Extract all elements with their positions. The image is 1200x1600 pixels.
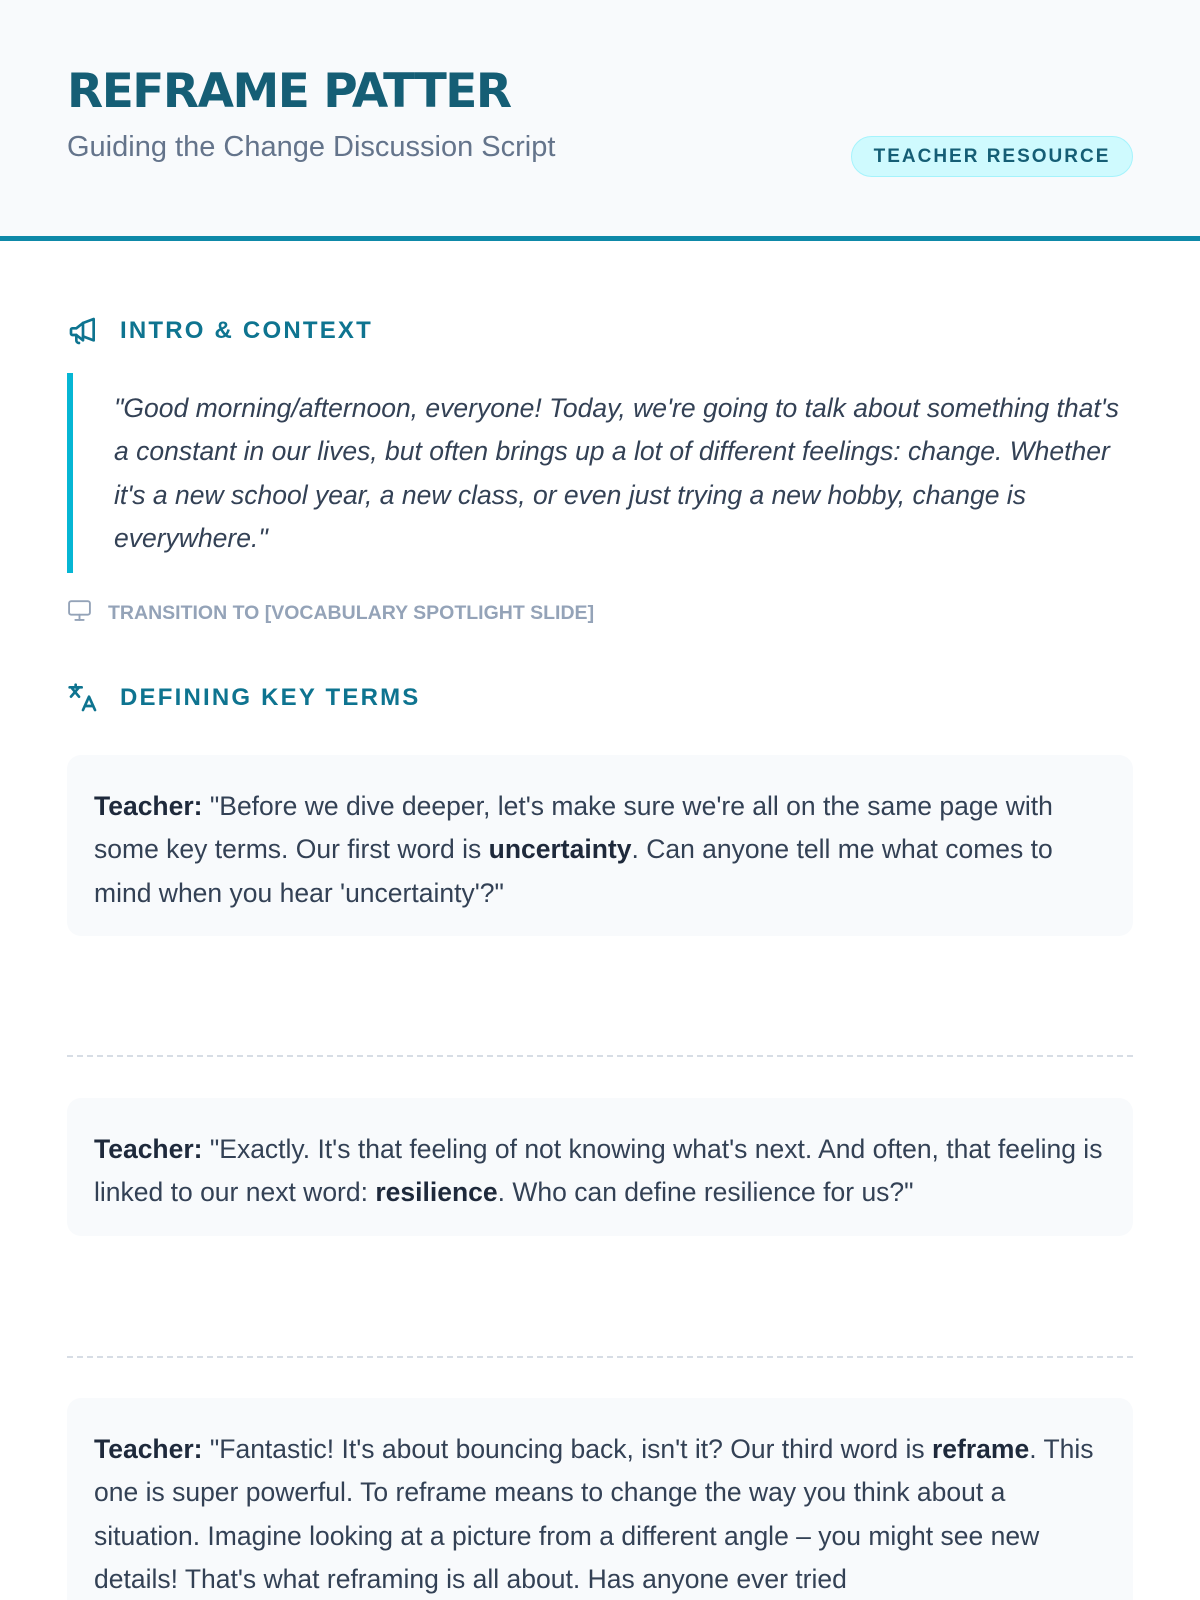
teacher-resource-badge: TEACHER RESOURCE (851, 136, 1133, 177)
section-divider (67, 1055, 1133, 1057)
translate-icon (67, 681, 101, 715)
section-divider (67, 1356, 1133, 1358)
page-subtitle: Guiding the Change Discussion Script (67, 131, 556, 163)
page-header (0, 0, 1200, 241)
dialogue-card (67, 1098, 1133, 1236)
transition-text: TRANSITION TO [VOCABULARY SPOTLIGHT SLIDE] (108, 601, 595, 624)
speaker-label: Teacher: (94, 1134, 203, 1164)
terms-section-heading (67, 680, 421, 716)
dialogue-card (67, 1398, 1133, 1600)
monitor-icon (67, 599, 92, 627)
dialogue-text: . Can anyone tell me what comes to mind when you hear 'uncertainty'?" (94, 834, 1053, 908)
dialogue-text: . This one is super powerful. To reframe means to change the way you think about a situation. Imagine looking at a picture from a different angle – you might see new details! That's what reframing is all about. Has anyone ever tried (94, 1434, 1094, 1594)
dialogue-text: "Exactly. It's that feeling of not knowing what's next. And often, that feeling is linked to our next word: (94, 1134, 1103, 1208)
dialogue-card (67, 755, 1133, 936)
dialogue-text: "Fantastic! It's about bouncing back, isn't it? Our third word is (202, 1434, 932, 1464)
speaker-label: Teacher: (94, 1434, 203, 1464)
key-term: resilience (375, 1177, 498, 1208)
terms-section-title: DEFINING KEY TERMS (120, 684, 421, 711)
dialogue-text: "Before we dive deeper, let's make sure we're all on the same page with some key terms. Our first word is (94, 791, 1053, 865)
intro-quote: "Good morning/afternoon, everyone! Today, we're going to talk about something that's a constant in our lives, but often brings up a lot of different feelings: change. Whether it's a new school year, a new class, or even just trying a new hobby, change is everywhere." (67, 373, 1133, 573)
intro-section-title: INTRO & CONTEXT (120, 317, 373, 344)
slide-transition-note (67, 601, 594, 625)
key-term: reframe (931, 1434, 1030, 1464)
page-title: REFRAME PATTER (67, 64, 511, 119)
key-term: uncertainty (488, 834, 632, 865)
megaphone-icon (67, 314, 101, 348)
intro-section-heading (67, 313, 373, 349)
dialogue-text: . Who can define resilience for us?" (497, 1177, 914, 1208)
speaker-label: Teacher: (94, 791, 203, 821)
